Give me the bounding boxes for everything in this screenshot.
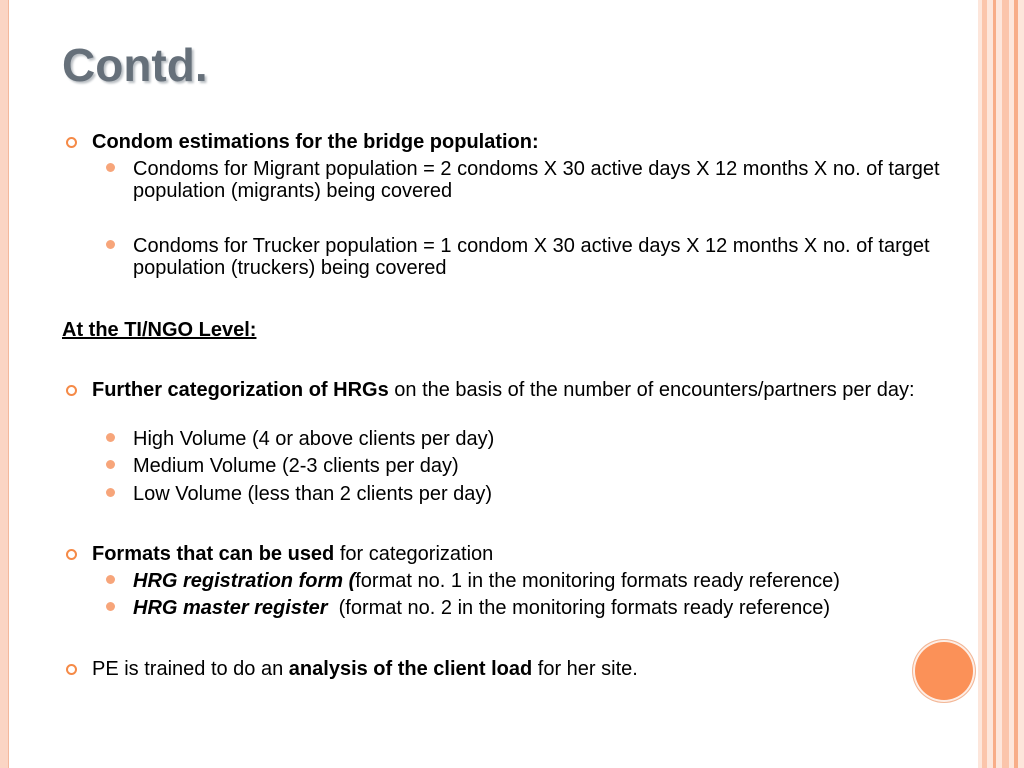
- right-border-stripe: [1014, 0, 1018, 768]
- bullet-text: for her site.: [532, 658, 638, 680]
- dot-bullet-icon: [106, 163, 115, 172]
- sub-bullet-trucker: [133, 235, 963, 279]
- sub-bullet-bold-italic: HRG registration form (: [133, 570, 356, 592]
- bullet-categorization: [92, 379, 952, 401]
- ring-bullet-icon: [66, 664, 77, 675]
- ring-bullet-icon: [66, 137, 77, 148]
- bullet-pe-trained: [92, 658, 952, 680]
- bullet-formats: [92, 543, 952, 565]
- sub-bullet-migrant: [133, 158, 963, 202]
- left-border-stripe: [0, 0, 9, 768]
- dot-bullet-icon: [106, 602, 115, 611]
- right-border-stripe: [993, 0, 996, 768]
- sub-bullet-text: (format no. 2 in the monitoring formats ready reference): [327, 597, 830, 619]
- sub-bullet-registration-form: [133, 570, 963, 592]
- bullet-text: on the basis of the number of encounters/partners per day:: [388, 379, 915, 401]
- decorative-circle: [913, 640, 975, 702]
- sub-bullet-low-volume: [133, 483, 963, 505]
- section-heading: [62, 319, 256, 341]
- sub-bullet-master-register: [133, 597, 963, 619]
- ring-bullet-icon: [66, 549, 77, 560]
- sub-bullet-high-volume: [133, 428, 963, 450]
- right-border-stripe: [1002, 0, 1009, 768]
- bullet-heading: Condom estimations for the bridge population:: [92, 131, 539, 153]
- slide-title: Contd.: [62, 39, 208, 91]
- right-border-stripe: [982, 0, 987, 768]
- dot-bullet-icon: [106, 433, 115, 442]
- sub-bullet-text: High Volume (4 or above clients per day): [133, 428, 495, 450]
- dot-bullet-icon: [106, 460, 115, 469]
- bullet-condom-estimations: [92, 131, 952, 153]
- dot-bullet-icon: [106, 488, 115, 497]
- sub-bullet-text: Medium Volume (2-3 clients per day): [133, 455, 459, 477]
- sub-bullet-text: Condoms for Migrant population = 2 condoms X 30 active days X 12 months X no. of target population (migrants) being covered: [133, 158, 940, 202]
- bullet-bold-text: Further categorization of HRGs: [92, 379, 389, 401]
- dot-bullet-icon: [106, 240, 115, 249]
- sub-bullet-text: Low Volume (less than 2 clients per day): [133, 483, 493, 505]
- dot-bullet-icon: [106, 575, 115, 584]
- bullet-bold-text: analysis of the client load: [288, 658, 533, 680]
- sub-bullet-text: format no. 1 in the monitoring formats ready reference): [355, 570, 840, 592]
- sub-bullet-bold-italic: HRG master register: [133, 597, 328, 619]
- bullet-text: for categorization: [334, 543, 494, 565]
- bullet-text: PE is trained to do an: [92, 658, 289, 680]
- section-heading-text: At the TI/NGO Level:: [62, 319, 257, 341]
- bullet-bold-text: Formats that can be used: [92, 543, 335, 565]
- ring-bullet-icon: [66, 385, 77, 396]
- sub-bullet-text: Condoms for Trucker population = 1 condom X 30 active days X 12 months X no. of target population (truckers) being covered: [133, 235, 930, 279]
- sub-bullet-medium-volume: [133, 455, 963, 477]
